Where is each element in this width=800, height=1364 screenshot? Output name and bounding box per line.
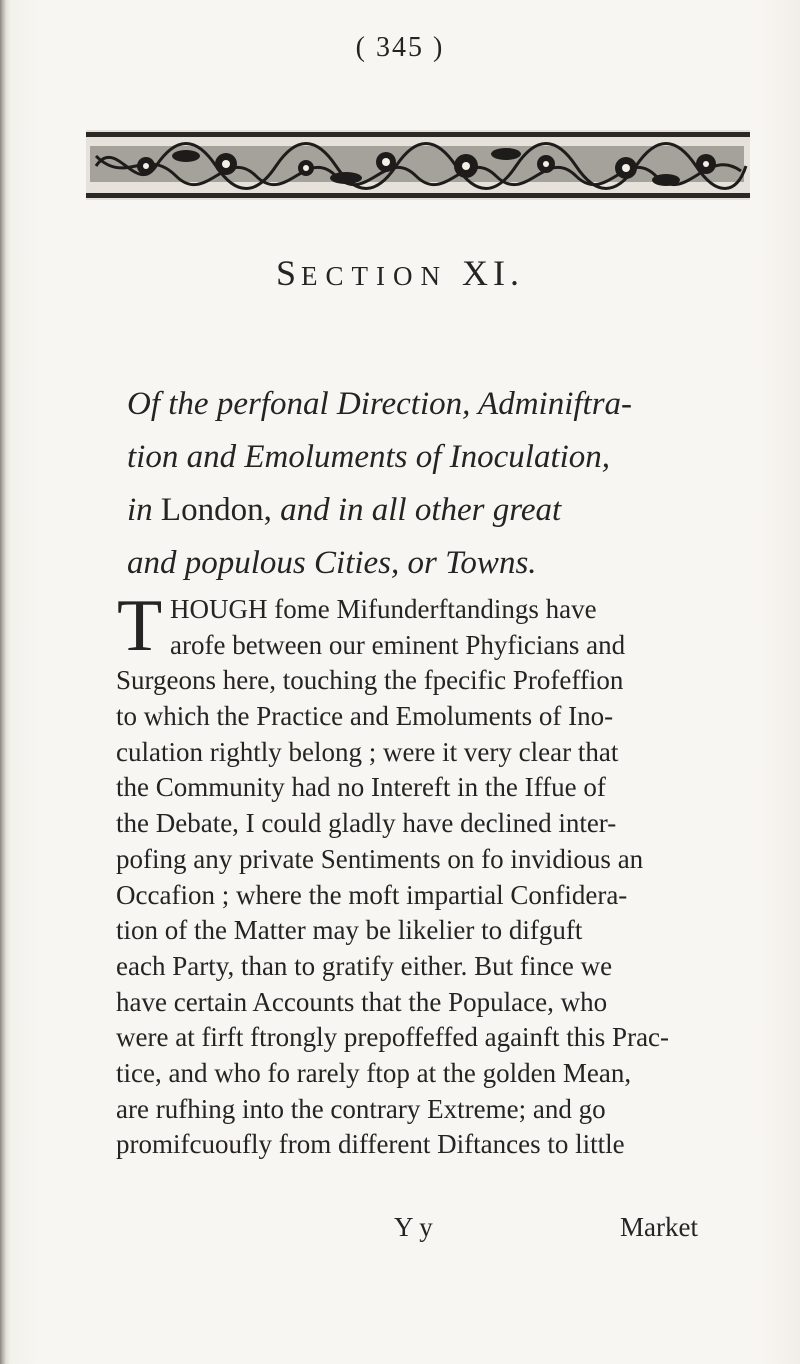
body-line: Occafion ; where the moft impartial Confidera- (116, 879, 628, 910)
decorative-headpiece-icon (86, 126, 750, 204)
drop-cap: T (117, 585, 163, 667)
body-line: the Community had no Intereft in the Iffue of (116, 772, 606, 803)
title-word: and in all other great (280, 492, 562, 528)
title-word: in (127, 492, 153, 528)
title-place-name: London, (160, 492, 272, 528)
body-line: HOUGH fome Mifunderftandings have (170, 594, 597, 624)
body-line: the Debate, I could gladly have declined inter- (116, 808, 617, 839)
title-line (127, 484, 727, 537)
body-line: to which the Practice and Emoluments of Ino- (116, 701, 614, 732)
page-number: ( 345 ) (355, 32, 445, 63)
body-line: have certain Accounts that the Populace, who (116, 986, 608, 1017)
title-line: Of the perfonal Direction, Adminiftra- (127, 386, 633, 422)
section-heading (0, 252, 800, 294)
catchword: Market (620, 1212, 698, 1242)
body-line: culation rightly belong ; were it very clear that (116, 736, 619, 767)
chapter-title (127, 378, 727, 590)
title-line: and populous Cities, or Towns. (127, 545, 537, 581)
signature-mark: Y y (394, 1212, 433, 1242)
page-gutter (0, 0, 10, 1364)
body-paragraph (116, 592, 690, 1163)
body-line: tion of the Matter may be likelier to difguft (116, 915, 583, 946)
body-line: each Party, than to gratify either. But fince we (116, 950, 613, 981)
body-line: are rufhing into the contrary Extreme; and go (116, 1093, 606, 1124)
body-line: were at firft ftrongly prepoffeffed againft this Prac- (116, 1022, 670, 1053)
body-line: pofing any private Sentiments on fo invidious an (116, 843, 644, 874)
body-line: Surgeons here, touching the fpecific Profeffion (116, 665, 624, 696)
section-numeral: XI. (462, 253, 524, 293)
section-first-letter: S (275, 253, 302, 293)
title-line: tion and Emoluments of Inoculation, (127, 439, 611, 475)
body-line: tice, and who fo rarely ftop at the golden Mean, (116, 1057, 632, 1088)
body-line: arofe between our eminent Phyficians and (170, 629, 626, 660)
section-word: ECTION (301, 261, 448, 291)
body-line: promifcuoufly from different Diftances to little (116, 1129, 625, 1160)
